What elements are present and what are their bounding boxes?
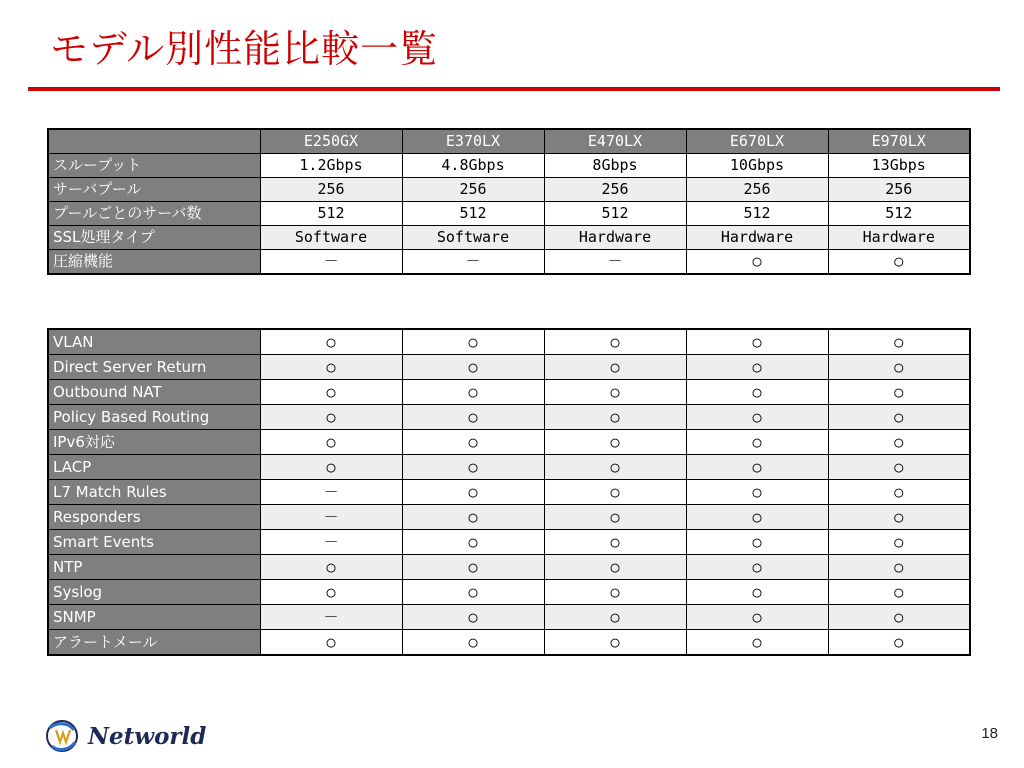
value-cell: ○ <box>544 430 686 455</box>
value-cell: ○ <box>402 555 544 580</box>
value-cell: ○ <box>828 329 970 355</box>
header-model-cell: E670LX <box>686 129 828 154</box>
value-cell: ○ <box>686 530 828 555</box>
value-cell: ○ <box>828 580 970 605</box>
value-cell: ○ <box>260 329 402 355</box>
value-cell: ○ <box>544 505 686 530</box>
value-cell: ○ <box>828 505 970 530</box>
value-cell: ○ <box>686 380 828 405</box>
value-cell: 1.2Gbps <box>260 154 402 178</box>
value-cell: ○ <box>828 605 970 630</box>
value-cell: ○ <box>544 630 686 656</box>
value-cell: － <box>544 250 686 275</box>
value-cell: ○ <box>686 250 828 275</box>
table-row <box>48 226 970 250</box>
value-cell: ○ <box>260 430 402 455</box>
value-cell: ○ <box>544 605 686 630</box>
value-cell: 512 <box>544 202 686 226</box>
table-row <box>48 380 970 405</box>
value-cell: ○ <box>260 630 402 656</box>
table-row <box>48 355 970 380</box>
row-label-cell: L7 Match Rules <box>48 480 260 505</box>
table-row <box>48 202 970 226</box>
value-cell: ○ <box>402 355 544 380</box>
value-cell: 256 <box>544 178 686 202</box>
table-row <box>48 530 970 555</box>
value-cell: ○ <box>686 455 828 480</box>
value-cell: 256 <box>402 178 544 202</box>
value-cell: ○ <box>828 405 970 430</box>
value-cell: ○ <box>828 430 970 455</box>
row-label-cell: VLAN <box>48 329 260 355</box>
value-cell: 10Gbps <box>686 154 828 178</box>
page-number: 18 <box>981 725 998 742</box>
spec-table-features <box>47 328 971 656</box>
value-cell: 512 <box>828 202 970 226</box>
value-cell: ○ <box>402 455 544 480</box>
row-label-cell: Syslog <box>48 580 260 605</box>
row-label-cell: Smart Events <box>48 530 260 555</box>
title-divider <box>28 87 1000 91</box>
row-label-cell: プールごとのサーバ数 <box>48 202 260 226</box>
row-label-cell: SNMP <box>48 605 260 630</box>
row-label-cell: IPv6対応 <box>48 430 260 455</box>
value-cell: ○ <box>402 580 544 605</box>
value-cell: ○ <box>544 380 686 405</box>
value-cell: 4.8Gbps <box>402 154 544 178</box>
value-cell: ○ <box>828 480 970 505</box>
value-cell: ○ <box>828 355 970 380</box>
table-row <box>48 430 970 455</box>
value-cell: － <box>260 480 402 505</box>
value-cell: ○ <box>686 405 828 430</box>
value-cell: ○ <box>260 455 402 480</box>
table-row <box>48 630 970 656</box>
table-row <box>48 455 970 480</box>
table-row <box>48 250 970 275</box>
value-cell: － <box>260 250 402 275</box>
row-label-cell: Responders <box>48 505 260 530</box>
row-label-cell: Direct Server Return <box>48 355 260 380</box>
value-cell: ○ <box>260 555 402 580</box>
table-header-row <box>48 129 970 154</box>
value-cell: Hardware <box>828 226 970 250</box>
networld-logo-icon <box>44 718 80 754</box>
value-cell: ○ <box>828 530 970 555</box>
value-cell: ○ <box>260 380 402 405</box>
value-cell: ○ <box>544 405 686 430</box>
row-label-cell: Policy Based Routing <box>48 405 260 430</box>
value-cell: ○ <box>828 555 970 580</box>
value-cell: Software <box>260 226 402 250</box>
table-row <box>48 505 970 530</box>
value-cell: ○ <box>686 430 828 455</box>
value-cell: ○ <box>260 405 402 430</box>
value-cell: ○ <box>260 580 402 605</box>
header-model-cell: E370LX <box>402 129 544 154</box>
value-cell: 512 <box>260 202 402 226</box>
value-cell: ○ <box>402 405 544 430</box>
value-cell: ○ <box>402 380 544 405</box>
value-cell: ○ <box>402 605 544 630</box>
value-cell: ○ <box>402 430 544 455</box>
value-cell: ○ <box>686 355 828 380</box>
value-cell: Software <box>402 226 544 250</box>
value-cell: 512 <box>402 202 544 226</box>
value-cell: ○ <box>544 555 686 580</box>
value-cell: ○ <box>686 605 828 630</box>
value-cell: － <box>260 530 402 555</box>
value-cell: 256 <box>828 178 970 202</box>
value-cell: ○ <box>402 630 544 656</box>
header-corner-cell <box>48 129 260 154</box>
row-label-cell: Outbound NAT <box>48 380 260 405</box>
row-label-cell: NTP <box>48 555 260 580</box>
value-cell: ○ <box>828 250 970 275</box>
value-cell: － <box>260 505 402 530</box>
value-cell: ○ <box>544 355 686 380</box>
header-model-cell: E470LX <box>544 129 686 154</box>
value-cell: ○ <box>686 329 828 355</box>
header-model-cell: E250GX <box>260 129 402 154</box>
spec-table-performance <box>47 128 971 275</box>
table-row <box>48 178 970 202</box>
value-cell: ○ <box>828 455 970 480</box>
value-cell: Hardware <box>686 226 828 250</box>
header-model-cell: E970LX <box>828 129 970 154</box>
row-label-cell: スループット <box>48 154 260 178</box>
value-cell: ○ <box>686 480 828 505</box>
value-cell: ○ <box>544 530 686 555</box>
value-cell: ○ <box>686 555 828 580</box>
value-cell: ○ <box>544 480 686 505</box>
value-cell: ○ <box>402 505 544 530</box>
row-label-cell: LACP <box>48 455 260 480</box>
value-cell: － <box>402 250 544 275</box>
value-cell: ○ <box>260 355 402 380</box>
value-cell: ○ <box>686 630 828 656</box>
value-cell: 13Gbps <box>828 154 970 178</box>
page-title: モデル別性能比較一覧 <box>50 27 439 71</box>
value-cell: ○ <box>402 329 544 355</box>
table-row <box>48 405 970 430</box>
table-row <box>48 329 970 355</box>
networld-logo <box>44 718 206 754</box>
value-cell: ○ <box>828 630 970 656</box>
row-label-cell: サーバプール <box>48 178 260 202</box>
value-cell: 8Gbps <box>544 154 686 178</box>
row-label-cell: アラートメール <box>48 630 260 656</box>
table-row <box>48 580 970 605</box>
value-cell: 512 <box>686 202 828 226</box>
value-cell: － <box>260 605 402 630</box>
value-cell: 256 <box>686 178 828 202</box>
value-cell: ○ <box>402 530 544 555</box>
table-row <box>48 555 970 580</box>
value-cell: Hardware <box>544 226 686 250</box>
table-row <box>48 605 970 630</box>
value-cell: ○ <box>686 505 828 530</box>
table-row <box>48 154 970 178</box>
value-cell: ○ <box>402 480 544 505</box>
row-label-cell: SSL処理タイプ <box>48 226 260 250</box>
value-cell: 256 <box>260 178 402 202</box>
value-cell: ○ <box>544 455 686 480</box>
value-cell: ○ <box>544 329 686 355</box>
value-cell: ○ <box>828 380 970 405</box>
value-cell: ○ <box>544 580 686 605</box>
value-cell: ○ <box>686 580 828 605</box>
table-row <box>48 480 970 505</box>
logo-text: Networld <box>88 722 207 750</box>
row-label-cell: 圧縮機能 <box>48 250 260 275</box>
